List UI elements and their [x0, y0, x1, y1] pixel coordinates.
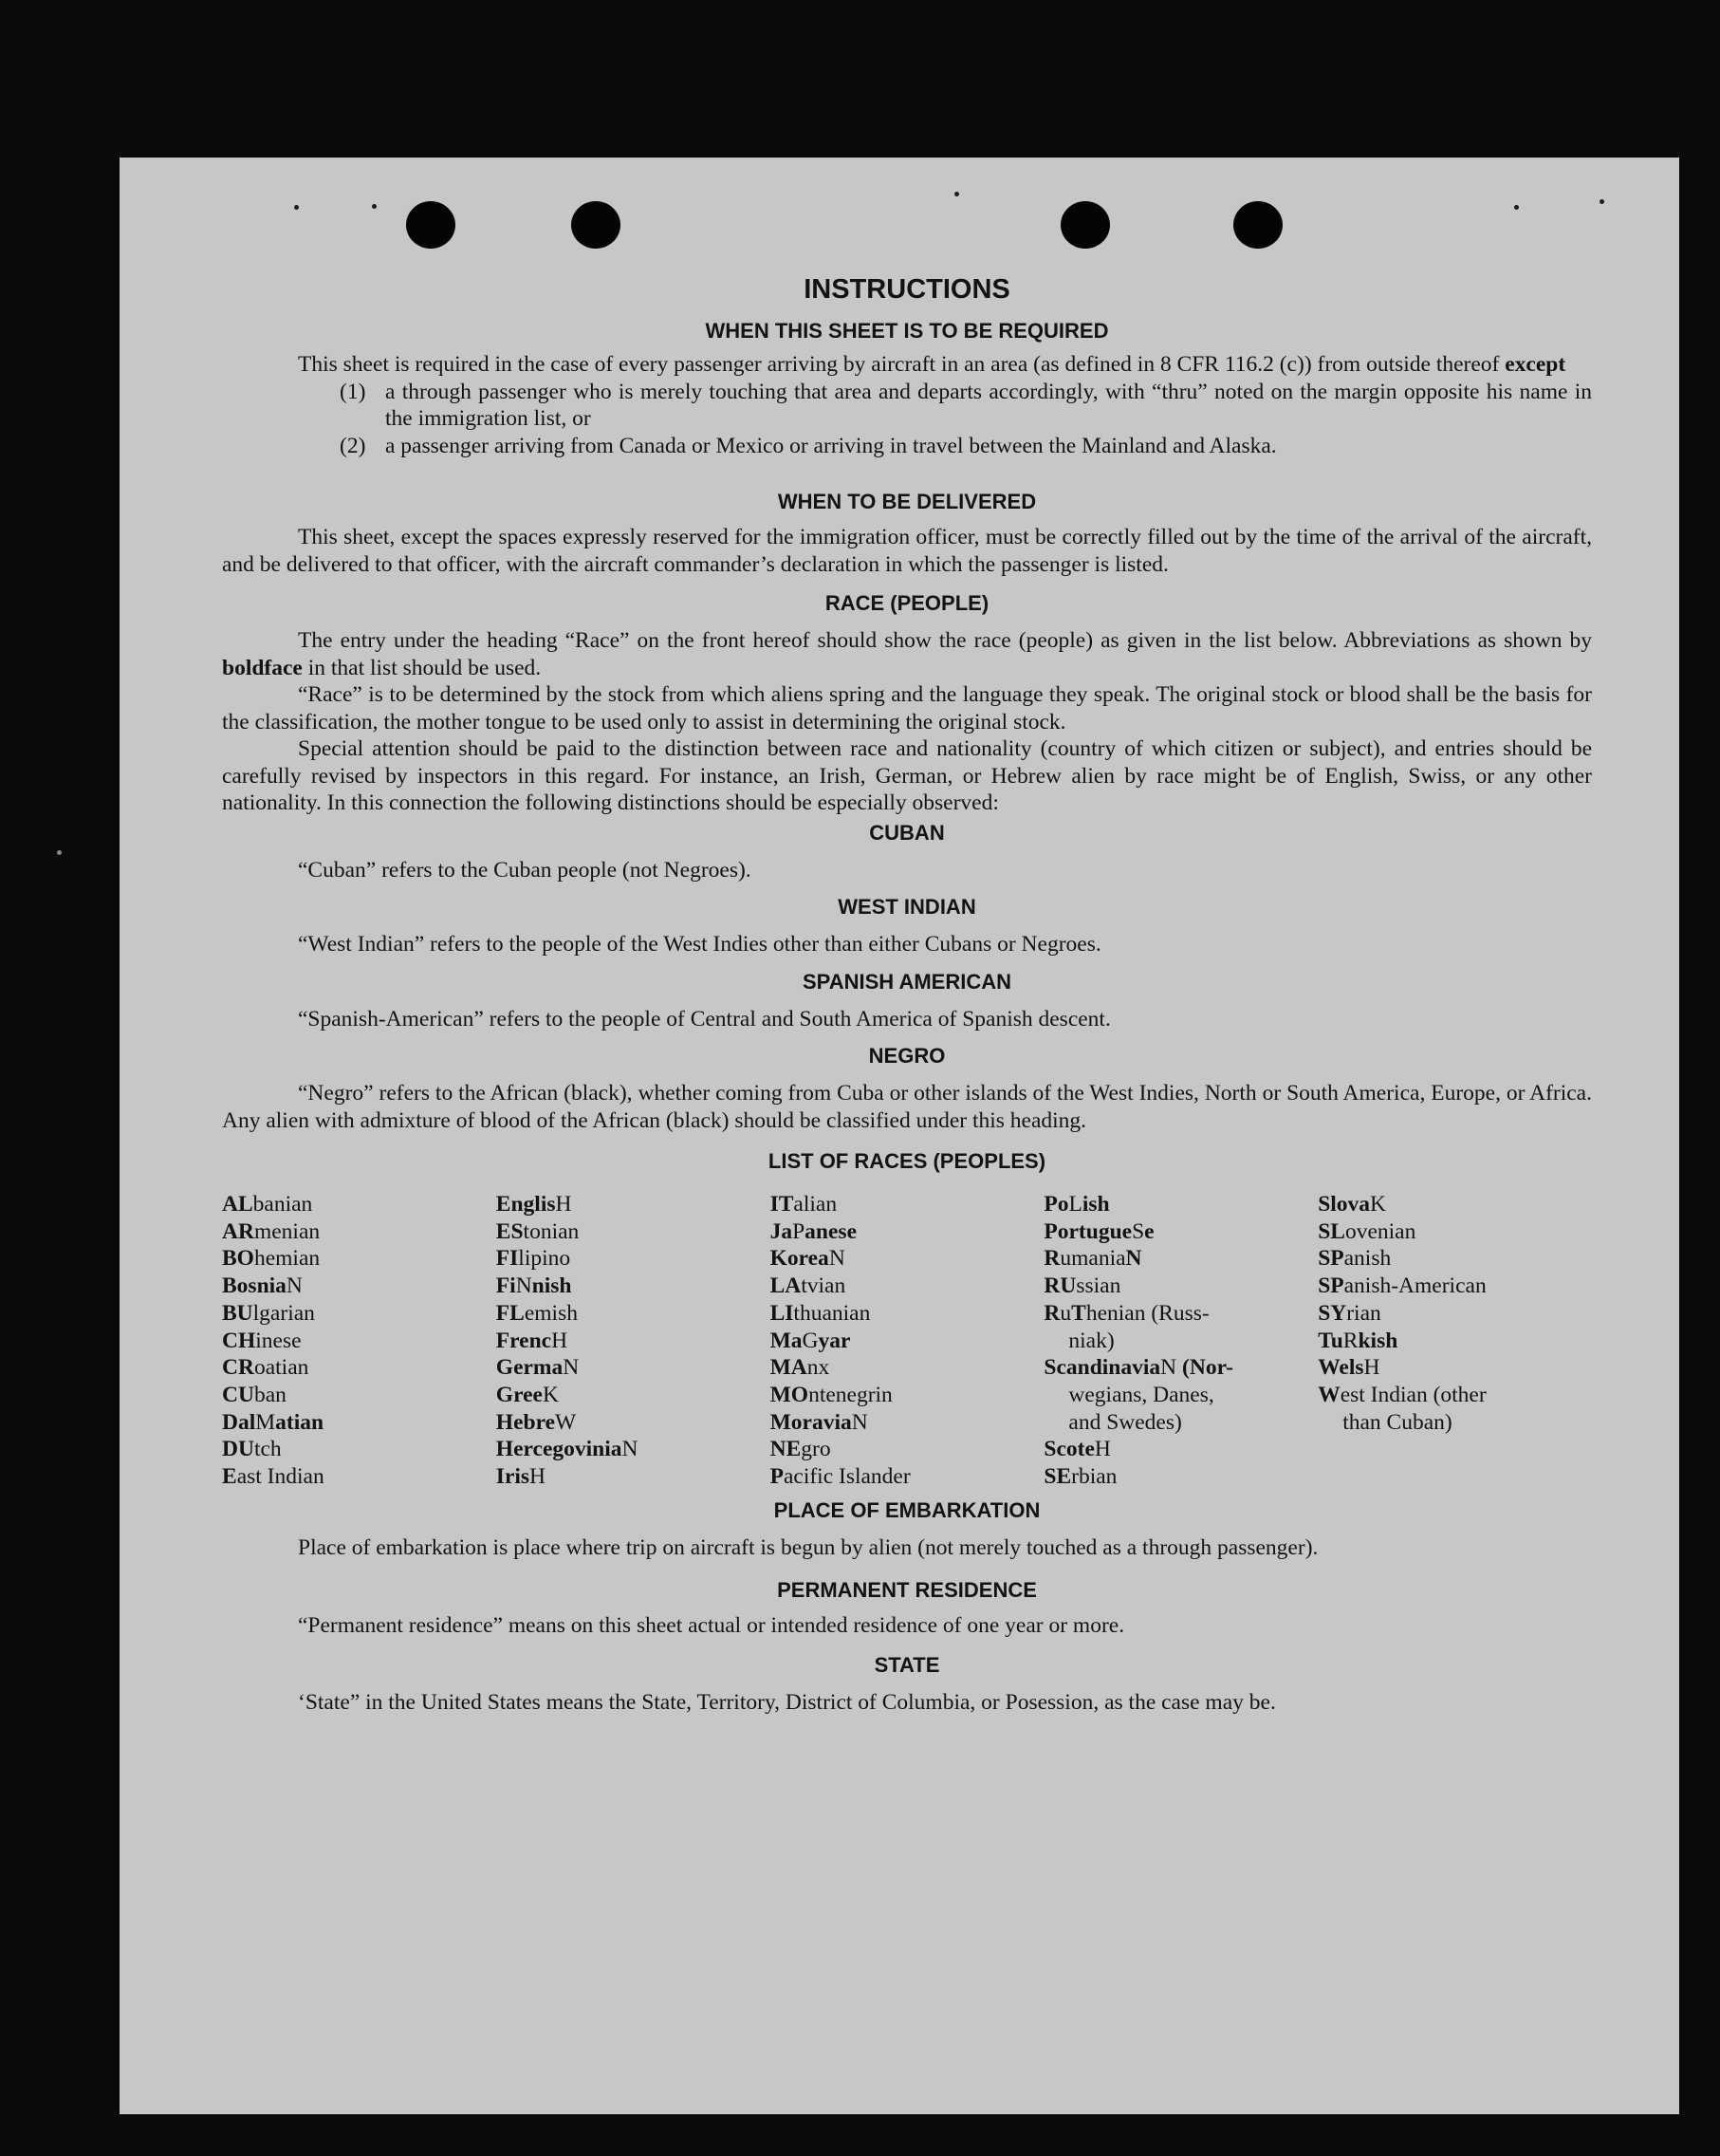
- race-entry: West Indian (other: [1318, 1382, 1487, 1407]
- race-paragraph-3: Special attention should be paid to the distinction between race and nationality (country of which citizen or subject), and entries should be carefully revised by inspectors in this regard. For instance, an Irish, German, or Hebrew alien by race might be of English, Swiss, or any other nationality. In this connection the following distinctions should be especially observed:: [222, 736, 1592, 815]
- dust-speck: [954, 192, 959, 196]
- race-entry: SPanish-American: [1318, 1273, 1487, 1299]
- race-entry: BOhemian: [222, 1246, 321, 1272]
- race-entry: FiNnish: [495, 1273, 572, 1299]
- race-entry: SErbian: [1044, 1464, 1118, 1490]
- heading-permanent-residence: PERMANENT RESIDENCE: [777, 1578, 1037, 1603]
- heading-negro: NEGRO: [868, 1044, 946, 1068]
- race-column: [222, 1191, 496, 1491]
- race-entry: SlovaK: [1318, 1192, 1387, 1217]
- race-entry: HercegoviniaN: [495, 1437, 638, 1462]
- race-entry: Pacific Islander: [769, 1464, 911, 1490]
- race-entry: RuThenian (Russ-: [1044, 1300, 1210, 1326]
- race-entry: JaPanese: [769, 1218, 857, 1244]
- race-entry: ARmenian: [222, 1218, 321, 1244]
- exception-item-1: (1) a through passenger who is merely touching that area and departs accordingly, with “thru” noted on the margin opposite his name in the immigration list, or: [340, 379, 1592, 431]
- dust-speck: [372, 204, 377, 209]
- dust-speck: [1514, 205, 1519, 210]
- race-entry: CHinese: [222, 1328, 302, 1353]
- instructions-content: [222, 266, 1592, 1716]
- race-entry: FrencH: [495, 1328, 568, 1353]
- race-entry: GreeK: [495, 1382, 559, 1407]
- race-entry: MoraviaN: [769, 1409, 868, 1435]
- race-entry: CRoatian: [222, 1355, 309, 1381]
- race-entry: niak): [1068, 1328, 1115, 1353]
- race-paragraph-1: The entry under the heading “Race” on the front hereof should show the race (people) as given in the list below. Abbreviations as shown by boldface in that list should be used.: [222, 628, 1592, 680]
- exception-item-2: (2) a passenger arriving from Canada or Mexico or arriving in travel between the Mainland and Alaska.: [340, 433, 1277, 458]
- race-paragraph-2: “Race” is to be determined by the stock from which aliens spring and the language they speak. The original stock or blood shall be the basis for the classification, the mother tongue to be used only to assist in determining the original stock.: [222, 682, 1592, 734]
- state-text: ‘State” in the United States means the State, Territory, District of Columbia, or Posession, as the case may be.: [298, 1689, 1276, 1715]
- page-title: INSTRUCTIONS: [804, 274, 1010, 305]
- race-entry: TuRkish: [1318, 1328, 1398, 1353]
- heading-list-of-races: LIST OF RACES (PEOPLES): [768, 1149, 1046, 1173]
- race-entry: NEgro: [769, 1437, 831, 1462]
- race-entry: FLemish: [495, 1300, 578, 1326]
- race-column: [1318, 1191, 1592, 1491]
- race-entry: East Indian: [222, 1464, 324, 1490]
- dust-speck: [57, 850, 62, 855]
- dust-speck: [294, 205, 299, 210]
- heading-west-indian: WEST INDIAN: [838, 895, 976, 919]
- races-list: [222, 1191, 1592, 1491]
- race-column: [1044, 1191, 1318, 1491]
- embarkation-text: Place of embarkation is place where trip on aircraft is begun by alien (not merely touched as a through passenger).: [298, 1534, 1319, 1560]
- race-entry: ALbanian: [222, 1192, 313, 1217]
- dust-speck: [1600, 199, 1604, 204]
- race-entry: LIthuanian: [769, 1300, 871, 1326]
- race-entry: and Swedes): [1068, 1409, 1182, 1435]
- race-entry: MOntenegrin: [769, 1382, 893, 1407]
- race-entry: IrisH: [495, 1464, 546, 1490]
- negro-text: “Negro” refers to the African (black), whether coming from Cuba or other islands of the West Indies, North or South America, Europe, or Africa. Any alien with admixture of blood of the African (black) should be classified under this heading.: [222, 1081, 1592, 1133]
- race-entry: MAnx: [769, 1355, 830, 1381]
- race-entry: than Cuban): [1342, 1409, 1452, 1435]
- west-indian-text: “West Indian” refers to the people of the West Indies other than either Cubans or Negroes.: [298, 932, 1101, 957]
- race-entry: SLovenian: [1318, 1218, 1416, 1244]
- heading-cuban: CUBAN: [869, 820, 945, 845]
- spanish-american-text: “Spanish-American” refers to the people of Central and South America of Spanish descent.: [298, 1006, 1111, 1032]
- race-entry: RumaniaN: [1044, 1246, 1142, 1272]
- punch-hole: [571, 201, 620, 249]
- race-column: [496, 1191, 770, 1491]
- race-entry: LAtvian: [769, 1273, 846, 1299]
- race-entry: wegians, Danes,: [1068, 1382, 1214, 1407]
- heading-race: RACE (PEOPLE): [824, 591, 989, 615]
- punch-hole: [1233, 201, 1283, 249]
- race-entry: PoLish: [1044, 1192, 1110, 1217]
- race-entry: GermaN: [495, 1355, 580, 1381]
- race-entry: HebreW: [495, 1409, 577, 1435]
- required-intro: This sheet is required in the case of every passenger arriving by aircraft in an area (as defined in 8 CFR 116.2 (c)) from outside thereof except: [298, 352, 1566, 377]
- race-entry: CUban: [222, 1382, 287, 1407]
- heading-when-delivered: WHEN TO BE DELIVERED: [777, 490, 1037, 513]
- race-entry: MaGyar: [769, 1328, 851, 1353]
- race-column: [770, 1191, 1045, 1491]
- race-entry: BosniaN: [222, 1273, 303, 1299]
- heading-spanish-american: SPANISH AMERICAN: [802, 969, 1011, 994]
- race-entry: WelsH: [1318, 1355, 1380, 1381]
- cuban-text: “Cuban” refers to the Cuban people (not Negroes).: [298, 857, 751, 883]
- punch-hole: [406, 201, 455, 249]
- race-entry: PortugueSe: [1044, 1218, 1155, 1244]
- race-entry: DUtch: [222, 1437, 282, 1462]
- race-entry: SYrian: [1318, 1300, 1381, 1326]
- heading-state: STATE: [874, 1652, 940, 1677]
- race-entry: BUlgarian: [222, 1300, 315, 1326]
- race-entry: ScoteH: [1044, 1437, 1111, 1462]
- punch-hole: [1061, 201, 1110, 249]
- residence-text: “Permanent residence” means on this sheet actual or intended residence of one year or more.: [298, 1613, 1125, 1639]
- race-entry: SPanish: [1318, 1246, 1392, 1272]
- race-entry: RUssian: [1044, 1273, 1121, 1299]
- race-entry: FIlipino: [495, 1246, 571, 1272]
- delivered-text: This sheet, except the spaces expressly reserved for the immigration officer, must be correctly filled out by the time of the arrival of the aircraft, and be delivered to that officer, with the aircraft commander’s declaration in which the passenger is listed.: [222, 525, 1592, 577]
- heading-when-required: WHEN THIS SHEET IS TO BE REQUIRED: [705, 319, 1109, 343]
- race-entry: EStonian: [495, 1218, 580, 1244]
- race-entry: KoreaN: [769, 1246, 845, 1272]
- race-entry: ITalian: [769, 1192, 838, 1217]
- race-entry: DalMatian: [222, 1409, 324, 1435]
- heading-embarkation: PLACE OF EMBARKATION: [773, 1497, 1041, 1522]
- race-entry: ScandinaviaN (Nor-: [1044, 1355, 1233, 1381]
- race-entry: EnglisH: [495, 1192, 572, 1217]
